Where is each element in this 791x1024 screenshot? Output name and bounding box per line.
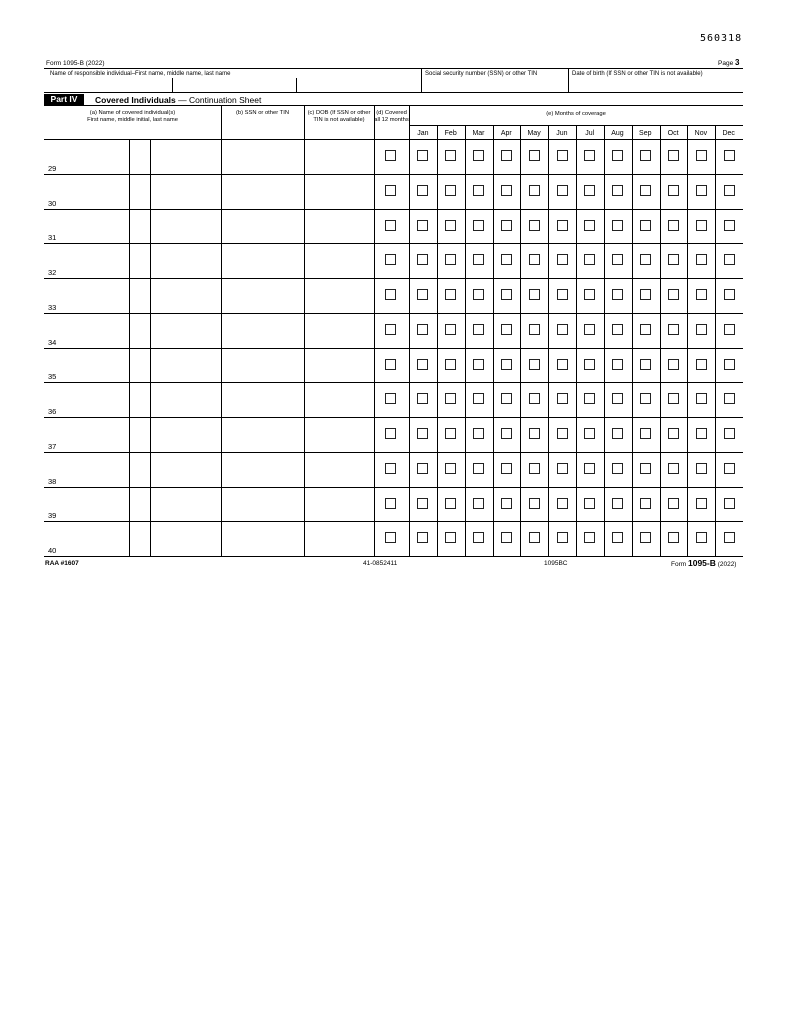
month-checkbox-dec[interactable] <box>724 463 735 474</box>
month-checkbox-dec[interactable] <box>724 393 735 404</box>
covered-name-field[interactable] <box>44 417 221 452</box>
month-checkbox-apr[interactable] <box>501 289 512 300</box>
month-checkbox-oct[interactable] <box>668 532 679 543</box>
month-checkbox-oct[interactable] <box>668 289 679 300</box>
month-checkbox-aug[interactable] <box>612 289 623 300</box>
month-checkbox-jan[interactable] <box>417 185 428 196</box>
form-code: 560318 <box>700 33 743 44</box>
responsible-dob-field[interactable] <box>569 69 743 92</box>
month-label-jul: Jul <box>585 130 595 137</box>
month-checkbox-apr[interactable] <box>501 463 512 474</box>
month-label-apr: Apr <box>500 130 512 137</box>
month-checkbox-oct[interactable] <box>668 150 679 161</box>
covered-dob-field[interactable] <box>304 243 374 278</box>
covered-name-field[interactable] <box>44 452 221 487</box>
month-checkbox-oct[interactable] <box>668 220 679 231</box>
month-checkbox-aug[interactable] <box>612 254 623 265</box>
part-title-main: Covered Individuals <box>95 94 176 105</box>
col-c-header-line1: (c) DOB (If SSN or other <box>307 110 371 116</box>
covered-name-field[interactable] <box>44 174 221 209</box>
month-checkbox-nov[interactable] <box>696 254 707 265</box>
month-checkbox-jun[interactable] <box>557 463 568 474</box>
month-checkbox-feb[interactable] <box>445 359 456 370</box>
row-number: 30 <box>48 198 57 208</box>
covered-ssn-field[interactable] <box>221 487 304 522</box>
footer-form-number: 1095-B <box>687 558 716 568</box>
covered-dob-field[interactable] <box>304 174 374 209</box>
month-label-jan: Jan <box>417 130 429 137</box>
month-checkbox-jul[interactable] <box>584 359 595 370</box>
month-checkbox-dec[interactable] <box>724 532 735 543</box>
covered-ssn-field[interactable] <box>221 452 304 487</box>
month-checkbox-jun[interactable] <box>557 254 568 265</box>
covered-all-12-months-checkbox[interactable] <box>385 150 396 161</box>
footer-form-label <box>671 558 736 568</box>
month-checkbox-jan[interactable] <box>417 463 428 474</box>
month-checkbox-sep[interactable] <box>640 463 651 474</box>
month-checkbox-dec[interactable] <box>724 185 735 196</box>
month-checkbox-sep[interactable] <box>640 359 651 370</box>
month-checkbox-may[interactable] <box>529 150 540 161</box>
covered-ssn-field[interactable] <box>221 139 304 174</box>
month-checkbox-jul[interactable] <box>584 324 595 335</box>
month-checkbox-feb[interactable] <box>445 498 456 509</box>
month-label-oct: Oct <box>667 130 679 137</box>
col-c-header-line2: TIN is not available) <box>313 116 365 123</box>
covered-dob-field[interactable] <box>304 382 374 417</box>
month-checkbox-jan[interactable] <box>417 150 428 161</box>
covered-dob-field[interactable] <box>304 278 374 313</box>
month-checkbox-jan[interactable] <box>417 324 428 335</box>
month-checkbox-oct[interactable] <box>668 498 679 509</box>
covered-name-field[interactable] <box>44 278 221 313</box>
month-checkbox-jul[interactable] <box>584 150 595 161</box>
month-checkbox-aug[interactable] <box>612 428 623 439</box>
month-checkbox-oct[interactable] <box>668 359 679 370</box>
covered-all-12-months-checkbox[interactable] <box>385 393 396 404</box>
row-number: 39 <box>48 511 57 521</box>
month-checkbox-feb[interactable] <box>445 324 456 335</box>
responsible-name-field[interactable] <box>44 69 421 92</box>
covered-name-field[interactable] <box>44 348 221 383</box>
month-checkbox-jun[interactable] <box>557 428 568 439</box>
page-number: 3 <box>735 58 740 67</box>
month-label-may: May <box>527 130 541 137</box>
row-number: 29 <box>48 163 57 173</box>
month-checkbox-jan[interactable] <box>417 532 428 543</box>
month-checkbox-aug[interactable] <box>612 185 623 196</box>
month-checkbox-jun[interactable] <box>557 393 568 404</box>
month-checkbox-jun[interactable] <box>557 359 568 370</box>
month-checkbox-dec[interactable] <box>724 498 735 509</box>
col-d-header-line2: all 12 months <box>374 116 409 123</box>
month-checkbox-jan[interactable] <box>417 220 428 231</box>
covered-name-field[interactable] <box>44 313 221 348</box>
month-checkbox-jul[interactable] <box>584 532 595 543</box>
month-checkbox-jun[interactable] <box>557 220 568 231</box>
form-header-left: Form 1095-B (2022) <box>46 60 105 67</box>
covered-all-12-months-checkbox[interactable] <box>385 254 396 265</box>
part-badge: Part IV <box>44 94 84 105</box>
month-label-dec: Dec <box>722 130 735 137</box>
month-checkbox-may[interactable] <box>529 289 540 300</box>
covered-ssn-field[interactable] <box>221 521 304 556</box>
col-c-header <box>304 110 374 123</box>
month-checkbox-sep[interactable] <box>640 289 651 300</box>
month-checkbox-sep[interactable] <box>640 393 651 404</box>
row-number: 32 <box>48 268 57 277</box>
month-checkbox-jan[interactable] <box>417 289 428 300</box>
month-checkbox-nov[interactable] <box>696 150 707 161</box>
month-checkbox-jan[interactable] <box>417 498 428 509</box>
month-checkbox-may[interactable] <box>529 185 540 196</box>
covered-ssn-field[interactable] <box>221 417 304 452</box>
covered-ssn-field[interactable] <box>221 348 304 383</box>
month-checkbox-nov[interactable] <box>696 324 707 335</box>
month-checkbox-aug[interactable] <box>612 359 623 370</box>
month-checkbox-may[interactable] <box>529 498 540 509</box>
month-checkbox-may[interactable] <box>529 393 540 404</box>
covered-name-field[interactable] <box>44 139 221 174</box>
footer-ein: 41-0852411 <box>363 560 398 567</box>
col-b-header: (b) SSN or other TIN <box>235 110 290 116</box>
month-checkbox-jan[interactable] <box>417 254 428 265</box>
month-checkbox-mar[interactable] <box>473 254 484 265</box>
covered-dob-field[interactable] <box>304 209 374 244</box>
month-checkbox-mar[interactable] <box>473 150 484 161</box>
row-number: 37 <box>48 441 57 451</box>
month-checkbox-oct[interactable] <box>668 393 679 404</box>
month-checkbox-jan[interactable] <box>417 428 428 439</box>
covered-all-12-months-checkbox[interactable] <box>385 220 396 231</box>
month-checkbox-mar[interactable] <box>473 185 484 196</box>
part-title <box>95 95 261 106</box>
month-checkbox-jun[interactable] <box>557 150 568 161</box>
covered-name-field[interactable] <box>44 243 221 278</box>
covered-ssn-field[interactable] <box>221 243 304 278</box>
month-label-mar: Mar <box>472 130 485 137</box>
page-label: Page <box>718 60 734 67</box>
month-checkbox-feb[interactable] <box>445 532 456 543</box>
col-d-header-line1: (d) Covered <box>376 110 407 116</box>
month-checkbox-dec[interactable] <box>724 150 735 161</box>
month-checkbox-oct[interactable] <box>668 185 679 196</box>
row-number: 33 <box>48 302 57 312</box>
month-checkbox-nov[interactable] <box>696 393 707 404</box>
month-checkbox-nov[interactable] <box>696 359 707 370</box>
month-checkbox-may[interactable] <box>529 324 540 335</box>
month-checkbox-may[interactable] <box>529 463 540 474</box>
row-number: 34 <box>48 337 57 347</box>
month-checkbox-aug[interactable] <box>612 220 623 231</box>
covered-name-field[interactable] <box>44 521 221 556</box>
covered-all-12-months-checkbox[interactable] <box>385 463 396 474</box>
covered-all-12-months-checkbox[interactable] <box>385 185 396 196</box>
covered-dob-field[interactable] <box>304 417 374 452</box>
month-checkbox-may[interactable] <box>529 428 540 439</box>
col-a-header-line2: First name, middle initial, last name <box>87 116 178 123</box>
month-checkbox-jan[interactable] <box>417 393 428 404</box>
covered-ssn-field[interactable] <box>221 382 304 417</box>
month-checkbox-may[interactable] <box>529 220 540 231</box>
month-checkbox-jul[interactable] <box>584 220 595 231</box>
month-checkbox-dec[interactable] <box>724 289 735 300</box>
month-checkbox-jan[interactable] <box>417 359 428 370</box>
month-checkbox-mar[interactable] <box>473 289 484 300</box>
month-checkbox-jun[interactable] <box>557 324 568 335</box>
month-checkbox-nov[interactable] <box>696 289 707 300</box>
month-checkbox-nov[interactable] <box>696 185 707 196</box>
month-checkbox-nov[interactable] <box>696 428 707 439</box>
month-checkbox-may[interactable] <box>529 359 540 370</box>
month-checkbox-nov[interactable] <box>696 220 707 231</box>
month-checkbox-sep[interactable] <box>640 150 651 161</box>
month-checkbox-feb[interactable] <box>445 185 456 196</box>
month-checkbox-oct[interactable] <box>668 463 679 474</box>
month-label-jun: Jun <box>556 130 568 137</box>
month-checkbox-apr[interactable] <box>501 393 512 404</box>
month-checkbox-oct[interactable] <box>668 324 679 335</box>
month-checkbox-aug[interactable] <box>612 532 623 543</box>
month-checkbox-dec[interactable] <box>724 324 735 335</box>
month-checkbox-aug[interactable] <box>612 324 623 335</box>
month-checkbox-jun[interactable] <box>557 498 568 509</box>
month-checkbox-jul[interactable] <box>584 289 595 300</box>
covered-dob-field[interactable] <box>304 139 374 174</box>
month-checkbox-dec[interactable] <box>724 428 735 439</box>
month-label-aug: Aug <box>611 130 624 137</box>
col-a-header <box>44 110 221 123</box>
month-checkbox-jul[interactable] <box>584 428 595 439</box>
month-checkbox-sep[interactable] <box>640 428 651 439</box>
responsible-ssn-label: Social security number (SSN) or other TIN <box>425 71 538 77</box>
month-checkbox-sep[interactable] <box>640 185 651 196</box>
month-checkbox-jul[interactable] <box>584 254 595 265</box>
month-checkbox-aug[interactable] <box>612 498 623 509</box>
month-checkbox-sep[interactable] <box>640 254 651 265</box>
month-checkbox-oct[interactable] <box>668 254 679 265</box>
month-checkbox-mar[interactable] <box>473 324 484 335</box>
row-number: 31 <box>48 233 57 243</box>
month-checkbox-jul[interactable] <box>584 463 595 474</box>
month-checkbox-nov[interactable] <box>696 463 707 474</box>
month-label-sep: Sep <box>639 130 652 137</box>
page-indicator <box>718 58 739 67</box>
month-checkbox-apr[interactable] <box>501 532 512 543</box>
month-checkbox-feb[interactable] <box>445 393 456 404</box>
month-checkbox-may[interactable] <box>529 254 540 265</box>
month-checkbox-mar[interactable] <box>473 463 484 474</box>
covered-ssn-field[interactable] <box>221 174 304 209</box>
covered-ssn-field[interactable] <box>221 313 304 348</box>
covered-all-12-months-checkbox[interactable] <box>385 532 396 543</box>
month-checkbox-dec[interactable] <box>724 220 735 231</box>
month-checkbox-apr[interactable] <box>501 185 512 196</box>
covered-dob-field[interactable] <box>304 313 374 348</box>
covered-ssn-field[interactable] <box>221 209 304 244</box>
month-checkbox-apr[interactable] <box>501 498 512 509</box>
covered-dob-field[interactable] <box>304 348 374 383</box>
footer-raa: RAA #1607 <box>45 560 79 567</box>
month-checkbox-aug[interactable] <box>612 463 623 474</box>
row-number: 36 <box>48 407 57 416</box>
month-checkbox-jul[interactable] <box>584 498 595 509</box>
footer-form-year: (2022) <box>717 561 737 568</box>
month-checkbox-mar[interactable] <box>473 428 484 439</box>
part-title-sub: — Continuation Sheet <box>178 94 262 105</box>
month-checkbox-feb[interactable] <box>445 428 456 439</box>
month-checkbox-apr[interactable] <box>501 359 512 370</box>
footer-form-prefix: Form <box>671 561 687 568</box>
month-checkbox-jun[interactable] <box>557 532 568 543</box>
month-checkbox-feb[interactable] <box>445 150 456 161</box>
covered-all-12-months-checkbox[interactable] <box>385 359 396 370</box>
month-label-feb: Feb <box>444 130 457 137</box>
month-checkbox-nov[interactable] <box>696 498 707 509</box>
month-checkbox-sep[interactable] <box>640 220 651 231</box>
month-checkbox-apr[interactable] <box>501 254 512 265</box>
col-a-header-line1: (a) Name of covered individual(s) <box>89 110 176 116</box>
month-checkbox-jun[interactable] <box>557 185 568 196</box>
row-number: 40 <box>48 546 57 555</box>
footer-code: 1095BC <box>544 560 568 567</box>
covered-ssn-field[interactable] <box>221 278 304 313</box>
month-checkbox-feb[interactable] <box>445 463 456 474</box>
month-checkbox-mar[interactable] <box>473 498 484 509</box>
covered-dob-field[interactable] <box>304 452 374 487</box>
month-checkbox-feb[interactable] <box>445 289 456 300</box>
covered-name-field[interactable] <box>44 487 221 522</box>
month-checkbox-apr[interactable] <box>501 220 512 231</box>
month-checkbox-aug[interactable] <box>612 393 623 404</box>
month-checkbox-feb[interactable] <box>445 254 456 265</box>
month-checkbox-apr[interactable] <box>501 324 512 335</box>
covered-name-field[interactable] <box>44 209 221 244</box>
month-checkbox-mar[interactable] <box>473 532 484 543</box>
month-checkbox-jun[interactable] <box>557 289 568 300</box>
col-e-header: (e) Months of coverage <box>546 111 606 117</box>
month-checkbox-apr[interactable] <box>501 150 512 161</box>
month-checkbox-mar[interactable] <box>473 393 484 404</box>
month-checkbox-oct[interactable] <box>668 428 679 439</box>
covered-name-field[interactable] <box>44 382 221 417</box>
month-checkbox-dec[interactable] <box>724 359 735 370</box>
month-checkbox-feb[interactable] <box>445 220 456 231</box>
responsible-ssn-field[interactable] <box>422 69 568 92</box>
month-checkbox-mar[interactable] <box>473 220 484 231</box>
month-checkbox-may[interactable] <box>529 532 540 543</box>
month-checkbox-jul[interactable] <box>584 393 595 404</box>
covered-dob-field[interactable] <box>304 487 374 522</box>
covered-dob-field[interactable] <box>304 521 374 556</box>
month-checkbox-jul[interactable] <box>584 185 595 196</box>
covered-all-12-months-checkbox[interactable] <box>385 498 396 509</box>
row-number: 35 <box>48 372 57 382</box>
responsible-name-label: Name of responsible individual–First name, middle name, last name <box>50 71 231 77</box>
month-checkbox-sep[interactable] <box>640 498 651 509</box>
covered-all-12-months-checkbox[interactable] <box>385 289 396 300</box>
month-checkbox-sep[interactable] <box>640 532 651 543</box>
covered-all-12-months-checkbox[interactable] <box>385 428 396 439</box>
row-number: 38 <box>48 476 57 486</box>
covered-all-12-months-checkbox[interactable] <box>385 324 396 335</box>
month-label-nov: Nov <box>694 130 708 137</box>
month-checkbox-apr[interactable] <box>501 428 512 439</box>
month-checkbox-nov[interactable] <box>696 532 707 543</box>
month-checkbox-mar[interactable] <box>473 359 484 370</box>
month-checkbox-aug[interactable] <box>612 150 623 161</box>
month-checkbox-dec[interactable] <box>724 254 735 265</box>
month-checkbox-sep[interactable] <box>640 324 651 335</box>
responsible-dob-label: Date of birth (If SSN or other TIN is not available) <box>572 71 703 77</box>
col-d-header <box>374 110 409 123</box>
